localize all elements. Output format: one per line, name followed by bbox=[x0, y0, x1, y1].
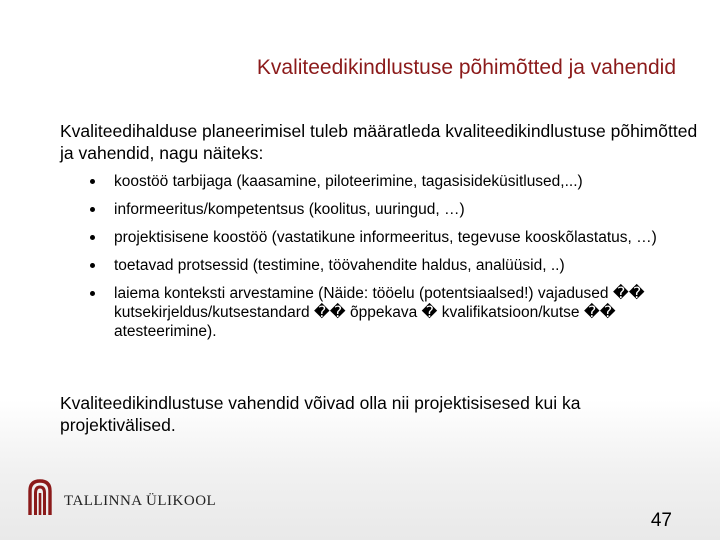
list-item: projektisisene koostöö (vastatikune informeeritus, tegevuse kooskõlastatus, …) bbox=[90, 228, 700, 247]
slide-title: Kvaliteedikindlustuse põhimõtted ja vahendid bbox=[256, 56, 676, 79]
intro-paragraph: Kvaliteedihalduse planeerimisel tuleb määratleda kvaliteedikindlustuse põhimõtted ja vahendid, nagu näiteks: bbox=[60, 121, 698, 163]
page-number: 47 bbox=[650, 510, 672, 531]
list-item: laiema konteksti arvestamine (Näide: tööelu (potentsiaalsed!) vajadused �� kutsekirjeldus/kutsestandard �� õppekava � kvalifikatsioon/kutse �� atesteerimine). bbox=[90, 284, 700, 341]
list-item: informeeritus/kompetentsus (koolitus, uuringud, …) bbox=[90, 200, 700, 219]
tallinn-university-logo-icon bbox=[26, 477, 54, 517]
bullet-list bbox=[90, 172, 700, 350]
logo-text: TALLINNA ÜLIKOOL bbox=[64, 493, 217, 509]
list-item: koostöö tarbijaga (kaasamine, piloteerimine, tagasisideküsitlused,...) bbox=[90, 172, 700, 191]
list-item: toetavad protsessid (testimine, töövahendite haldus, analüüsid, ..) bbox=[90, 256, 700, 275]
outro-paragraph: Kvaliteedikindlustuse vahendid võivad olla nii projektisisesed kui ka projektivälised. bbox=[60, 393, 581, 435]
